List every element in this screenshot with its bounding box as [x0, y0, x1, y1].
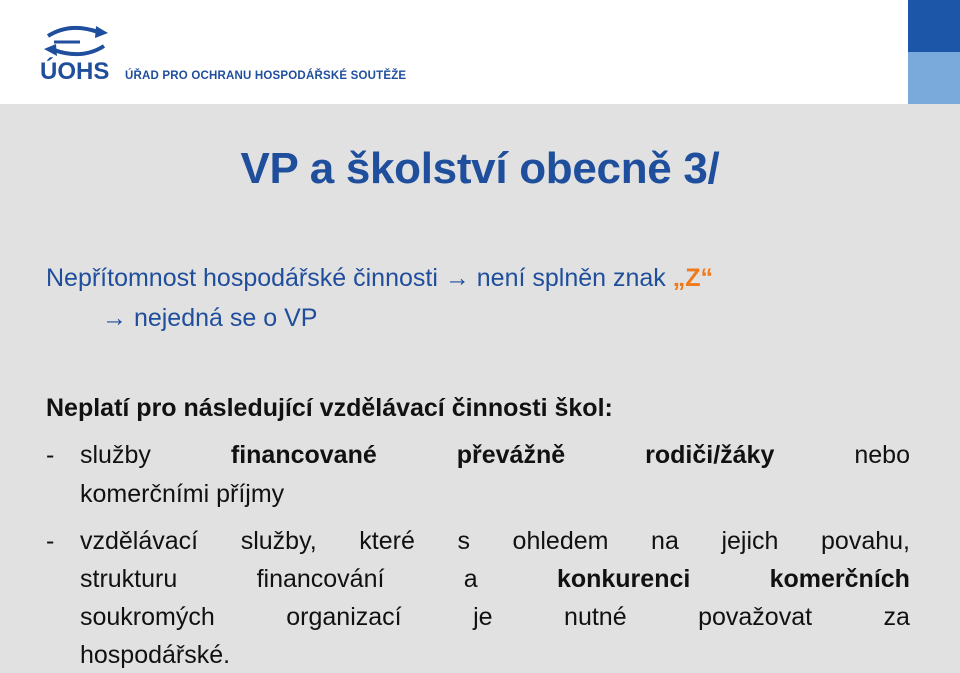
logo-abbreviation: ÚOHS: [40, 58, 110, 85]
statement-line-1: [46, 264, 713, 293]
corner-block-light: [908, 52, 960, 104]
header: [0, 0, 960, 104]
section-heading: Neplatí pro následující vzdělávací činnosti škol:: [46, 394, 613, 422]
uohs-logo-icon: [40, 24, 112, 58]
word: organizací: [286, 603, 402, 631]
statement-line-2: → nejedná se o VP: [102, 304, 318, 332]
word: je: [473, 603, 493, 631]
bullet-2-line-1: [80, 527, 910, 556]
bullet-1-line-2: komerčními příjmy: [80, 480, 285, 508]
logo-institution-name: ÚŘAD PRO OCHRANU HOSPODÁŘSKÉ SOUTĚŽE: [125, 70, 407, 82]
word: které: [359, 527, 415, 555]
word: strukturu: [80, 565, 178, 593]
word: financování: [256, 565, 385, 593]
word: služby: [80, 441, 151, 469]
criterion-mark: „Z“: [672, 264, 714, 292]
word: vzdělávací: [80, 527, 199, 555]
word: služby,: [240, 527, 317, 555]
word: jejich: [721, 527, 779, 555]
word-bold: komerčních: [769, 565, 910, 593]
bullet-dash-2: -: [46, 527, 55, 555]
word: považovat: [698, 603, 813, 631]
bullet-2-line-2: [80, 565, 910, 594]
word: a: [463, 565, 478, 593]
statement-text: Nepřítomnost hospodářské činnosti → není splněn znak: [46, 264, 673, 292]
word: za: [883, 603, 910, 631]
word: na: [651, 527, 679, 555]
word-bold: převážně: [456, 441, 566, 469]
word-bold: financované: [230, 441, 377, 469]
word: s: [457, 527, 470, 555]
word: nutné: [564, 603, 627, 631]
word-bold: konkurenci: [556, 565, 691, 593]
corner-block-dark: [908, 0, 960, 52]
bullet-2-line-3: [80, 603, 910, 632]
bullet-2-line-4: hospodářské.: [80, 641, 231, 669]
word-bold: rodiči/žáky: [645, 441, 775, 469]
word: ohledem: [512, 527, 609, 555]
word: soukromých: [80, 603, 215, 631]
bullet-dash-1: -: [46, 441, 55, 469]
slide-title: VP a školství obecně 3/: [240, 144, 720, 193]
word: nebo: [854, 441, 910, 469]
word: povahu,: [821, 527, 910, 555]
bullet-1-line-1: [80, 441, 910, 470]
